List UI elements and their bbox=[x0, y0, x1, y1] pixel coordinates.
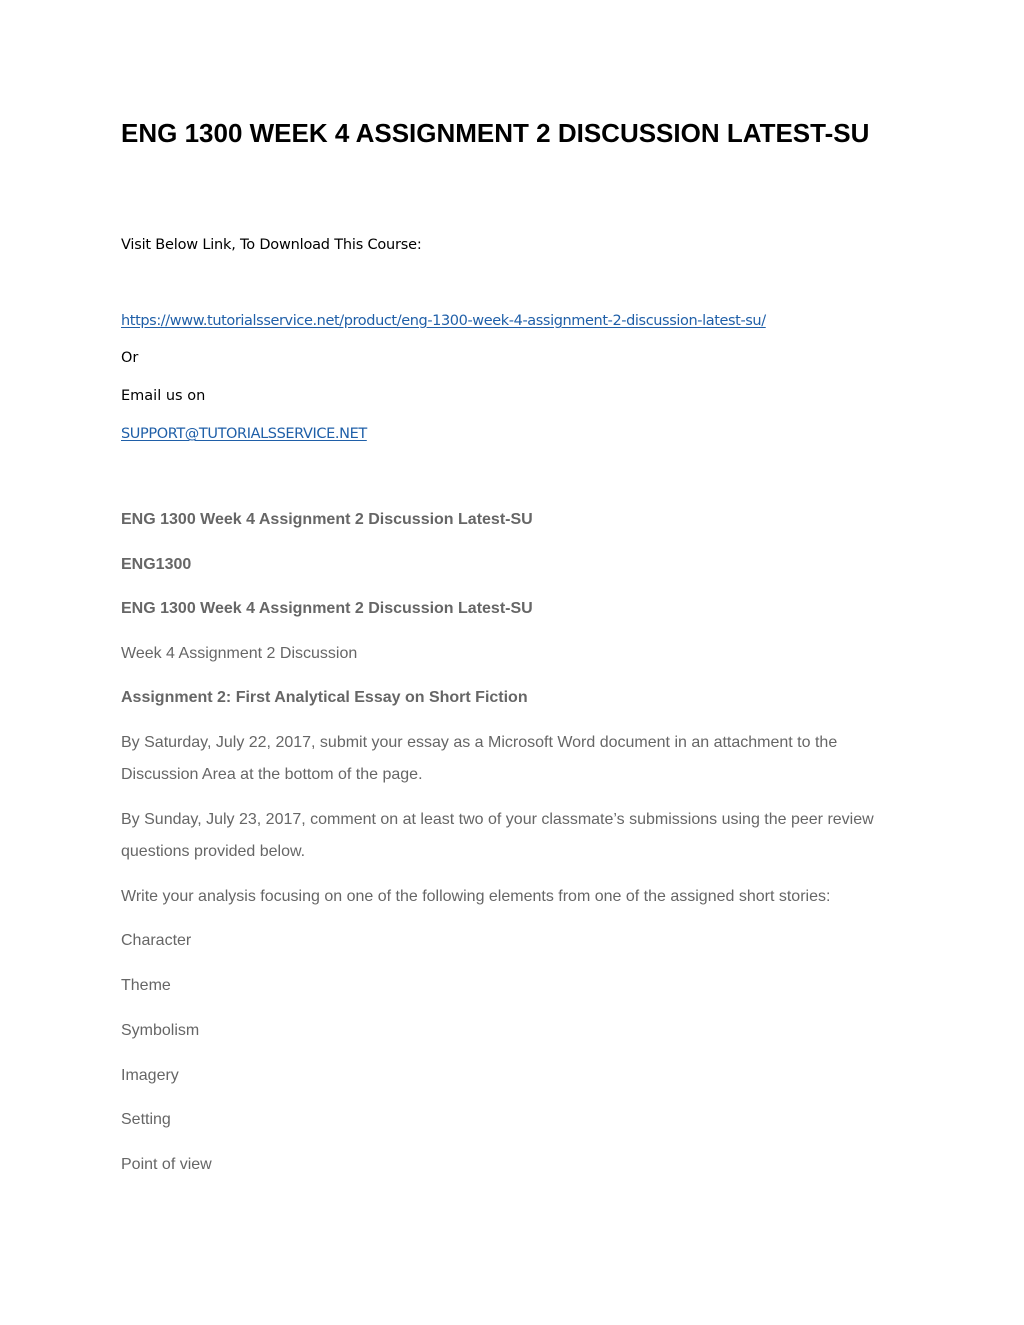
list-item-imagery: Imagery bbox=[121, 1067, 179, 1084]
section-heading: ENG 1300 Week 4 Assignment 2 Discussion Latest-SU bbox=[121, 511, 533, 528]
email-label: Email us on bbox=[121, 388, 206, 404]
sunday-instruction: By Sunday, July 23, 2017, comment on at least two of your classmate’s submissions using the peer review questions provided below. bbox=[121, 811, 874, 860]
or-text: Or bbox=[121, 350, 139, 366]
visit-instruction: Visit Below Link, To Download This Course: bbox=[121, 237, 422, 253]
list-item-setting: Setting bbox=[121, 1111, 171, 1128]
section-subheading: Week 4 Assignment 2 Discussion bbox=[121, 645, 358, 662]
course-code: ENG1300 bbox=[121, 556, 192, 573]
course-download-link[interactable]: https://www.tutorialsservice.net/product/eng-1300-week-4-assignment-2-discussion-latest-su/ bbox=[121, 313, 766, 329]
list-item-theme: Theme bbox=[121, 977, 171, 994]
list-item-symbolism: Symbolism bbox=[121, 1022, 200, 1039]
saturday-instruction: By Saturday, July 22, 2017, submit your essay as a Microsoft Word document in an attachment to the Discussion Area at the bottom of the page. bbox=[121, 734, 838, 783]
analysis-instruction: Write your analysis focusing on one of the following elements from one of the assigned short stories: bbox=[121, 888, 831, 905]
section-heading-repeat: ENG 1300 Week 4 Assignment 2 Discussion Latest-SU bbox=[121, 600, 533, 617]
page-title: ENG 1300 WEEK 4 ASSIGNMENT 2 DISCUSSION LATEST-SU bbox=[121, 118, 870, 148]
list-item-character: Character bbox=[121, 932, 192, 949]
list-item-point-of-view: Point of view bbox=[121, 1156, 212, 1173]
support-email-link[interactable]: SUPPORT@TUTORIALSSERVICE.NET bbox=[121, 426, 367, 442]
assignment-title: Assignment 2: First Analytical Essay on Short Fiction bbox=[121, 689, 528, 706]
